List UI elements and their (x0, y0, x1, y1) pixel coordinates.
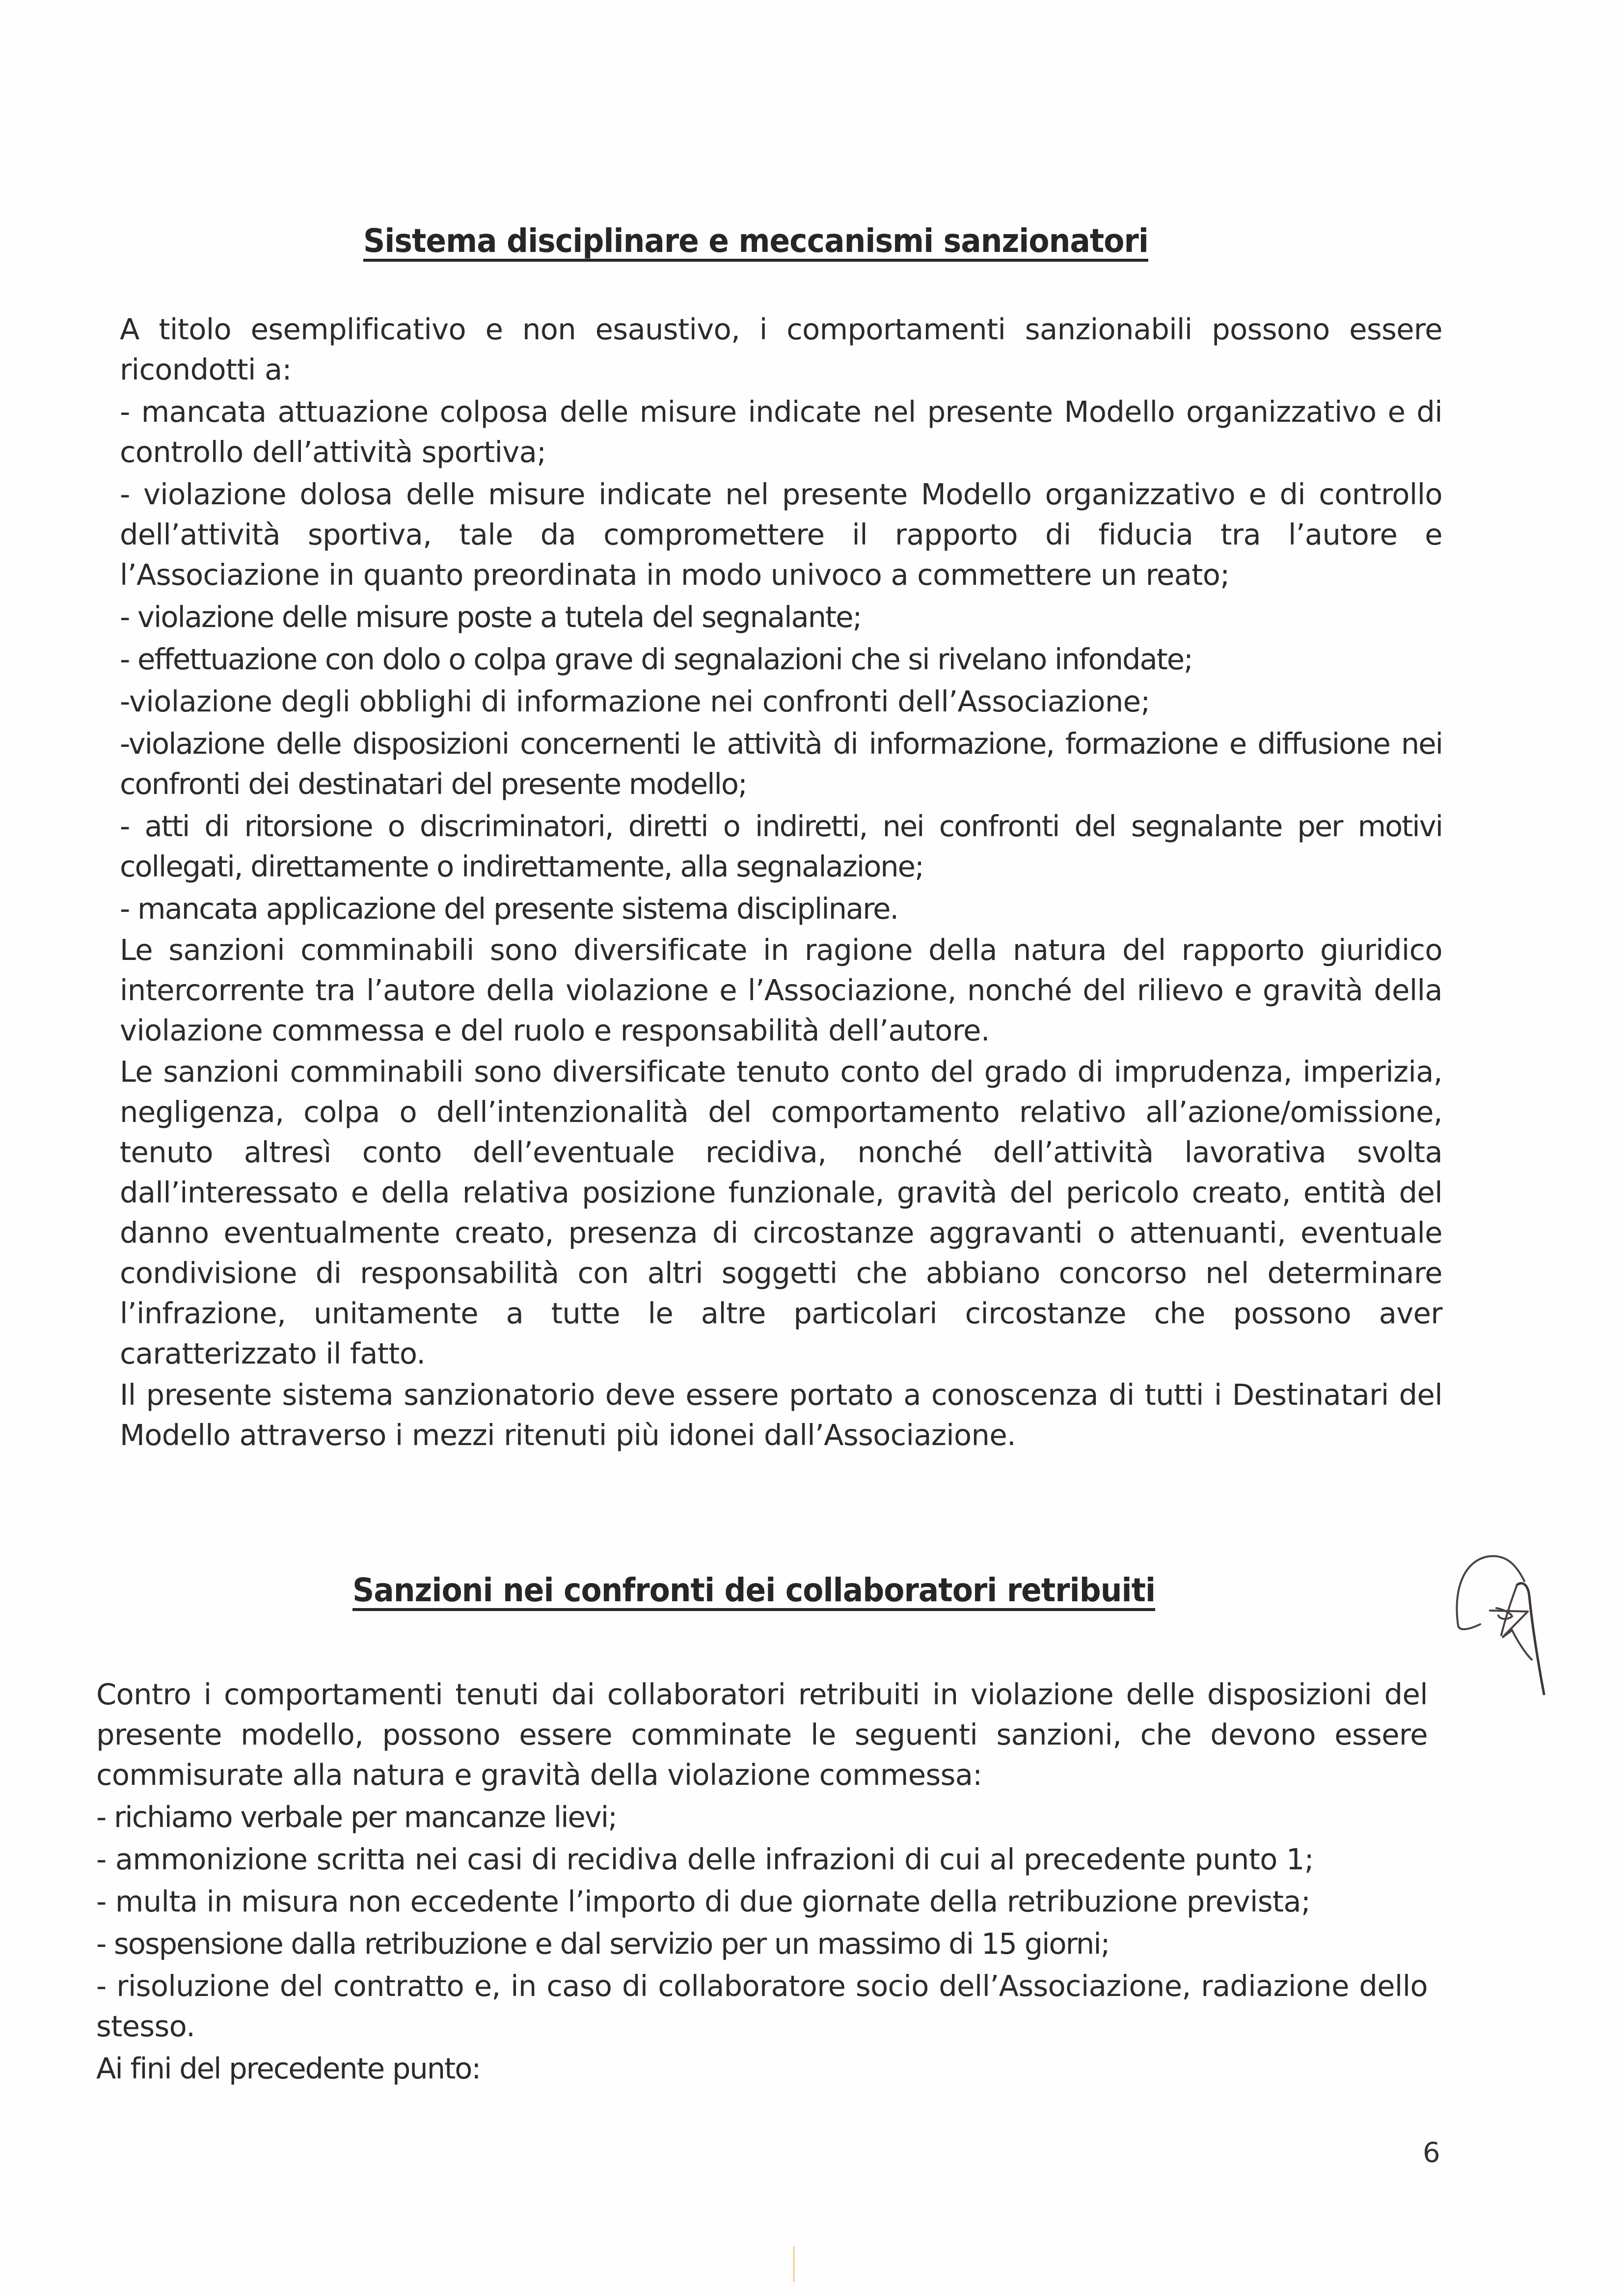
page-number: 6 (1423, 2137, 1440, 2169)
section-heading-disciplinary-system: Sistema disciplinare e meccanismi sanzionatori (363, 222, 1148, 260)
intro-paragraph: Contro i comportamenti tenuti dai collaboratori retribuiti in violazione delle disposizioni del presente modello, possono essere comminate le seguenti sanzioni, che devono essere commisurate alla natura e gravità della violazione commessa: (96, 1677, 1428, 1792)
signature-icon (1443, 1542, 1561, 1709)
list-item: - multa in misura non eccedente l’importo di due giornate della retribuzione prevista; (96, 1885, 1311, 1918)
section-heading-paid-collaborators: Sanzioni nei confronti dei collaboratori retribuiti (352, 1571, 1156, 1609)
list-item: - ammonizione scritta nei casi di recidiva delle infrazioni di cui al precedente punto 1; (96, 1842, 1314, 1876)
list-item: - sospensione dalla retribuzione e dal servizio per un massimo di 15 giorni; (96, 1927, 1110, 1961)
list-item: - richiamo verbale per mancanze lievi; (96, 1800, 617, 1834)
paragraph: Il presente sistema sanzionatorio deve essere portato a conoscenza di tutti i Destinatari del Modello attraverso i mezzi ritenuti più idonei dall’Associazione. (120, 1378, 1442, 1452)
list-item: - effettuazione con dolo o colpa grave di segnalazioni che si rivelano infondate; (120, 642, 1192, 676)
list-item: -violazione delle disposizioni concernenti le attività di informazione, formazione e diffusione nei confronti dei destinatari del presente modello; (120, 727, 1442, 801)
list-item: - violazione dolosa delle misure indicate nel presente Modello organizzativo e di controllo dell’attività sportiva, tale da compromettere il rapporto di fiducia tra l’autore e l’Associazione in quanto preordinata in modo univoco a commettere un reato; (120, 477, 1442, 592)
section-body-paid-collaborators (96, 1674, 1428, 2089)
list-item: - risoluzione del contratto e, in caso di collaboratore socio dell’Associazione, radiazione dello stesso. (96, 1969, 1428, 2043)
paragraph: Le sanzioni comminabili sono diversificate in ragione della natura del rapporto giuridico intercorrente tra l’autore della violazione e l’Associazione, nonché del rilievo e gravità della violazione commessa e del ruolo e responsabilità dell’autore. (120, 933, 1442, 1047)
section-body-disciplinary-system (120, 309, 1442, 1455)
intro-paragraph: A titolo esemplificativo e non esaustivo, i comportamenti sanzionabili possono essere ricondotti a: (120, 312, 1442, 386)
closing-line: Ai fini del precedente punto: (96, 2051, 481, 2085)
list-item: - mancata applicazione del presente sistema disciplinare. (120, 892, 898, 926)
list-item: -violazione degli obblighi di informazione nei confronti dell’Associazione; (120, 684, 1150, 718)
list-item: - mancata attuazione colposa delle misure indicate nel presente Modello organizzativo e di controllo dell’attività sportiva; (120, 395, 1442, 469)
list-item: - violazione delle misure poste a tutela del segnalante; (120, 600, 862, 634)
list-item: - atti di ritorsione o discriminatori, diretti o indiretti, nei confronti del segnalante per motivi collegati, direttamente o indirettamente, alla segnalazione; (120, 809, 1442, 883)
paragraph: Le sanzioni comminabili sono diversificate tenuto conto del grado di imprudenza, imperizia, negligenza, colpa o dell’intenzionalità del comportamento relativo all’azione/omissione, tenuto altresì conto dell’eventuale recidiva, nonché dell’attività lavorativa svolta dall’interessato e della relativa posizione funzionale, gravità del pericolo creato, entità del danno eventualmente creato, presenza di circostanze aggravanti o attenuanti, eventuale condivisione di responsabilità con altri soggetti che abbiano concorso nel determinare l’infrazione, unitamente a tutte le altre particolari circostanze che possono aver caratterizzato il fatto. (120, 1055, 1442, 1370)
scan-artifact (793, 2246, 795, 2282)
